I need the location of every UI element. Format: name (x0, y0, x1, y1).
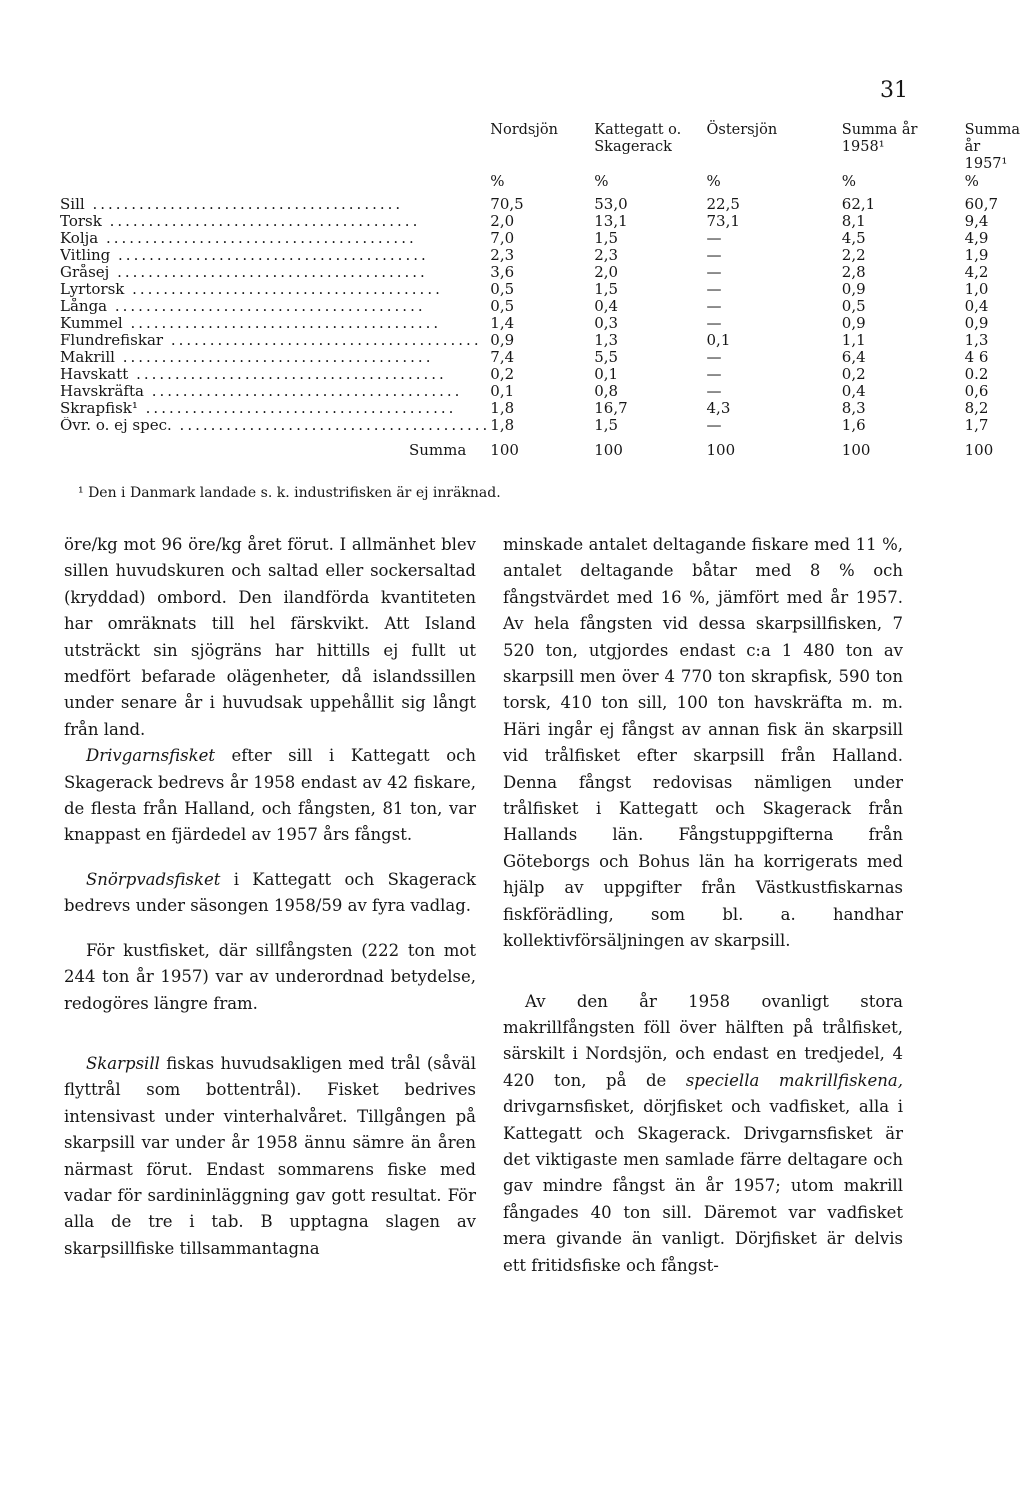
row-label: Vitling (60, 247, 111, 264)
leader-dots: ........................................ (110, 247, 429, 264)
table-row (60, 400, 1024, 417)
paragraph: Av den år 1958 ovanligt stora makrillfångsten föll över hälften på trålfisket, särskilt i Nordsjön, och endast en tredjedel, 4 420 ton, på de speciella makrillfiskena, drivgarnsfisket, dörjfisket och vadfisket, alla i Kattegatt och Skagerack. Drivgarnsfisket är det viktigaste men samlade färre deltagare och gav mindre fångst än år 1957; utom makrill fångades 40 ton sill. Däremot var vadfisket mera givande än vanligt. Dörjfisket är delvis ett fritidsfiske och fångst- (503, 991, 904, 1275)
sum-label: Summa (408, 441, 467, 459)
table-cell: 1,8 (490, 416, 515, 434)
table-cell: 0,5 (490, 280, 515, 298)
table-row (60, 247, 1024, 264)
table-cell: 4,9 (964, 229, 989, 247)
table-cell: 0,4 (841, 382, 866, 400)
table-cell: 1,3 (594, 331, 619, 349)
header-kattegatt: Kattegatt o. Skagerack (594, 122, 682, 155)
row-label: Gråsej (60, 264, 110, 281)
unit-cell: % (964, 172, 979, 190)
table-row (60, 298, 1024, 315)
table-row (60, 230, 1024, 247)
table-cell: 0,9 (964, 314, 989, 332)
table-cell: 1,3 (964, 331, 989, 349)
header-summa-1957: Summa år 1957¹ (964, 122, 1021, 172)
leader-dots: ........................................ (122, 315, 442, 332)
table-cell: 1,9 (964, 246, 989, 264)
table-cell: 0,8 (594, 382, 619, 400)
table-cell: 0,2 (490, 365, 515, 383)
table-cell: — (706, 314, 722, 332)
table-cell: 1,5 (594, 280, 619, 298)
row-label: Makrill (60, 349, 115, 366)
table-cell: 4,5 (841, 229, 866, 247)
emphasis: Skarpsill (86, 1053, 160, 1073)
table-cell: 8,1 (841, 212, 866, 230)
table-cell: 2,0 (594, 263, 619, 281)
table-cell: 0,9 (841, 280, 866, 298)
paragraph: Snörpvadsfisket i Kattegatt och Skagerack bedrevs under säsongen 1958/59 av fyra vadlag. (64, 869, 476, 916)
table-cell: 2,8 (841, 263, 866, 281)
emphasis: Snörpvadsfisket (86, 869, 221, 889)
unit-row (60, 173, 1024, 196)
unit-cell: % (490, 172, 505, 190)
table-header-row (60, 122, 1024, 173)
table-cell: 1,0 (964, 280, 989, 298)
leader-dots: ........................................ (101, 213, 421, 230)
table-cell: 4 6 (964, 348, 989, 366)
table-cell: — (706, 246, 722, 264)
table-cell: 7,0 (490, 229, 515, 247)
table-cell: 1,7 (964, 416, 989, 434)
table-cell: 1,6 (841, 416, 866, 434)
leader-dots: ........................................ (137, 400, 457, 417)
leader-dots: ........................................ (124, 281, 443, 298)
table-cell: 4,3 (706, 399, 731, 417)
table-cell: — (706, 416, 722, 434)
paragraph: Skarpsill fiskas huvudsakligen med trål (såväl flyttrål som bottentrål). Fisket bedrives intensivast under vinterhalvåret. Tillgången på skarpsill var under år 1958 ännu sämre än åren närmast förut. Endast sommarens fiske med vadar för sardininläggning gav gott resultat. För alla de tre i tab. B upptagna slagen av skarpsillfiske tillsammantagna (64, 1053, 476, 1258)
table-cell: — (706, 382, 722, 400)
sum-cell: 100 (706, 441, 736, 459)
table-cell: 7,4 (490, 348, 515, 366)
table-cell: 0,2 (841, 365, 866, 383)
table-cell: 2,2 (841, 246, 866, 264)
leader-dots: ........................................ (128, 366, 447, 383)
table-cell: 1,1 (841, 331, 866, 349)
table-cell: 13,1 (594, 212, 628, 230)
table-cell: 1,8 (490, 399, 515, 417)
row-label: Skrapfisk¹ (60, 400, 138, 417)
table-cell: — (706, 280, 722, 298)
sum-row (60, 434, 1024, 459)
table-cell: 0,6 (964, 382, 989, 400)
header-nordsjon: Nordsjön (490, 122, 558, 138)
paragraph: Drivgarnsfisket efter sill i Kattegatt och Skagerack bedrevs år 1958 endast av 42 fiskare, de flesta från Halland, och fångsten, 81 ton, var knappast en fjärdedel av 1957 års fångst. (64, 746, 476, 845)
row-label: Flundrefiskar (60, 332, 164, 349)
row-label: Torsk (60, 213, 102, 230)
table-cell: 2,0 (490, 212, 515, 230)
sum-cell: 100 (964, 441, 994, 459)
table-cell: 73,1 (706, 212, 740, 230)
table-cell: 2,3 (594, 246, 619, 264)
leader-dots: ........................................ (114, 349, 434, 366)
table-row (60, 213, 1024, 230)
unit-cell: % (706, 172, 721, 190)
header-ostersjon: Östersjön (706, 122, 778, 138)
table-cell: — (706, 229, 722, 247)
table-cell: 62,1 (841, 195, 876, 213)
table-cell: 16,7 (594, 399, 628, 417)
sum-cell: 100 (841, 441, 871, 459)
table-cell: 53,0 (594, 195, 628, 213)
header-summa-1958: Summa år 1958¹ (841, 122, 918, 155)
table-cell: 0,4 (594, 297, 619, 315)
table-cell: 0,5 (841, 297, 866, 315)
table-cell: — (706, 365, 722, 383)
table-cell: 60,7 (964, 195, 999, 213)
row-label: Sill (60, 196, 85, 213)
catch-composition-table (60, 122, 1024, 459)
paragraph: minskade antalet deltagande fiskare med 11 %, antalet deltagande båtar med 8 % och fångstvärdet med 16 %, jämfört med år 1957. Av hela fångsten vid dessa skarpsillfisken, 7 520 ton, utgjordes endast c:a 1 480 ton av skarpsill men över 4 770 ton skrapfisk, 590 ton torsk, 410 ton sill, 100 ton havskräfta m. m. Häri ingår ej fångst av annan fisk än skarpsill vid trålfisket efter skarpsill från Halland. Denna fångst redovisas nämligen under trålfisket i Kattegatt och Skagerack från Hallands län. Fångstuppgifterna från Göteborgs och Bohus län ha korrigerats med hjälp av uppgifter från Västkustfiskarnas fiskförädling, som bl. a. handhar kollektivförsäljningen av skarpsill. (503, 535, 903, 951)
row-label: Havskatt (60, 366, 129, 383)
table-cell: 8,2 (964, 399, 989, 417)
table-cell: 0,4 (964, 297, 989, 315)
row-label: Havskräfta (60, 383, 144, 400)
leader-dots: ........................................ (98, 230, 417, 247)
table-row (60, 417, 1024, 434)
row-label: Övr. o. ej spec. (60, 417, 172, 434)
table-row (60, 264, 1024, 281)
table-cell: 5,5 (594, 348, 619, 366)
table-cell: 0,9 (490, 331, 515, 349)
table-cell: — (706, 348, 722, 366)
table-cell: 22,5 (706, 195, 740, 213)
sum-cell: 100 (594, 441, 623, 459)
leader-dots: ........................................ (163, 332, 482, 349)
emphasis: speciella makrillfiskena, (685, 1070, 904, 1090)
paragraph: öre/kg mot 96 öre/kg året förut. I allmänhet blev sillen huvudskuren och saltad eller sockersaltad (kryddad) ombord. Den ilandförda kvantiteten har omräknats till hel färskvikt. Att Island utsträckt sin sjögräns har hittills ej fullt ut medfört befarade olägenheter, då islandssillen under senare år i huvudsak uppehållit sig långt från land. (64, 535, 476, 739)
table-row (60, 349, 1024, 366)
row-label: Kummel (60, 315, 123, 332)
right-text-column (503, 532, 903, 1279)
table-row (60, 366, 1024, 383)
table-cell: — (706, 263, 722, 281)
table-footnote: ¹ Den i Danmark landade s. k. industrifisken är ej inräknad. (78, 485, 501, 501)
leader-dots: ........................................ (109, 264, 428, 281)
table-cell: — (706, 297, 722, 315)
table-cell: 0,1 (706, 331, 731, 349)
page-number: 31 (880, 78, 908, 103)
table-cell: 0,1 (594, 365, 619, 383)
left-text-column (64, 532, 476, 1262)
table-row (60, 315, 1024, 332)
table-cell: 1,5 (594, 229, 619, 247)
table-cell: 0.2 (964, 365, 989, 383)
emphasis: Drivgarnsfisket (86, 746, 215, 766)
table-row (60, 383, 1024, 400)
row-label: Kolja (60, 230, 99, 247)
table-cell: 70,5 (490, 195, 524, 213)
table-row (60, 281, 1024, 298)
table-cell: 0,3 (594, 314, 619, 332)
leader-dots: ........................................ (143, 383, 463, 400)
table-cell: 4,2 (964, 263, 989, 281)
table-row (60, 332, 1024, 349)
paragraph: För kustfisket, där sillfångsten (222 ton mot 244 ton år 1957) var av underordnad betydelse, redogöres längre fram. (64, 940, 476, 1013)
leader-dots: ........................................ (84, 196, 404, 213)
table-row (60, 196, 1024, 213)
table-cell: 0,1 (490, 382, 515, 400)
table-cell: 6,4 (841, 348, 866, 366)
leader-dots: ........................................ (107, 298, 426, 315)
table-cell: 1,5 (594, 416, 619, 434)
unit-cell: % (841, 172, 857, 190)
sum-cell: 100 (490, 441, 519, 459)
row-label: Långa (60, 298, 108, 315)
table-cell: 2,3 (490, 246, 515, 264)
leader-dots: ........................................ (171, 417, 491, 434)
table-cell: 0,5 (490, 297, 515, 315)
table-cell: 9,4 (964, 212, 989, 230)
table-cell: 0,9 (841, 314, 866, 332)
table-cell: 3,6 (490, 263, 515, 281)
table-cell: 1,4 (490, 314, 515, 332)
unit-cell: % (594, 172, 609, 190)
row-label: Lyrtorsk (60, 281, 125, 298)
table-cell: 8,3 (841, 399, 866, 417)
